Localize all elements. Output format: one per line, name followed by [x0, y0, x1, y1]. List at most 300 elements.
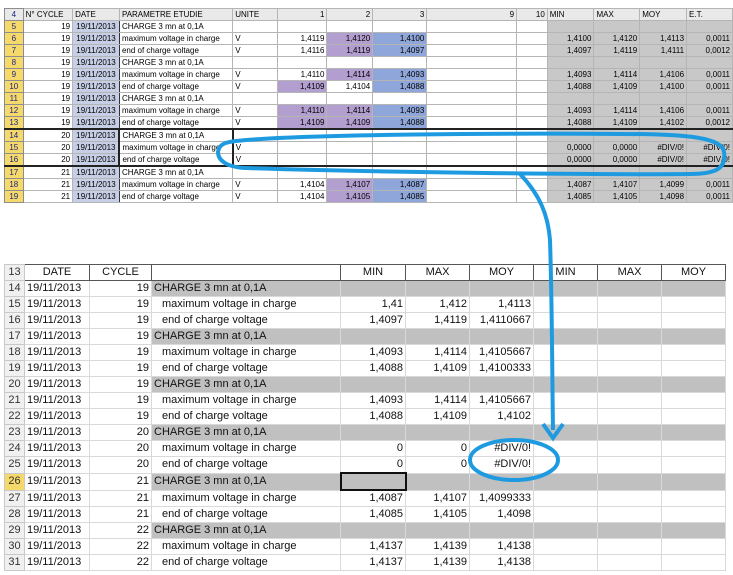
empty-cell[interactable] — [534, 523, 598, 539]
moy-cell[interactable]: 1,4113 — [640, 33, 687, 45]
date-cell[interactable]: 19/11/2013 — [73, 179, 120, 191]
value-9-cell[interactable] — [427, 57, 517, 69]
date-cell[interactable]: 19/11/2013 — [25, 409, 90, 425]
value-3-cell[interactable]: 1,4085 — [373, 191, 427, 203]
col-header-max[interactable]: MAX — [406, 265, 470, 281]
moy-cell[interactable]: #DIV/0! — [640, 142, 687, 154]
col-header-min[interactable]: MIN — [547, 9, 594, 21]
empty-cell[interactable] — [598, 425, 662, 441]
min-cell[interactable]: 1,4093 — [547, 105, 594, 117]
max-cell[interactable]: 1,4114 — [406, 345, 470, 361]
max-cell[interactable]: 0 — [406, 457, 470, 474]
unit-cell[interactable] — [233, 93, 278, 105]
date-cell[interactable]: 19/11/2013 — [73, 81, 120, 93]
empty-cell[interactable] — [662, 473, 726, 490]
min-cell[interactable] — [341, 377, 406, 393]
col-header-param[interactable]: PARAMETRE ETUDIE — [119, 9, 232, 21]
row-header[interactable]: 19 — [5, 361, 25, 377]
param-cell[interactable]: maximum voltage in charge — [119, 179, 232, 191]
col-header-date[interactable]: DATE — [73, 9, 120, 21]
max-cell[interactable]: 0,0000 — [594, 142, 640, 154]
empty-cell[interactable] — [662, 297, 726, 313]
empty-cell[interactable] — [662, 457, 726, 474]
cycle-cell[interactable]: 19 — [23, 33, 72, 45]
min-cell[interactable]: 0,0000 — [547, 142, 594, 154]
col-header-moy[interactable]: MOY — [470, 265, 534, 281]
cycle-cell[interactable]: 19 — [90, 361, 152, 377]
empty-cell[interactable] — [598, 473, 662, 490]
col-header-et[interactable]: E.T. — [687, 9, 733, 21]
row-header[interactable]: 9 — [5, 69, 24, 81]
value-1-cell[interactable]: 1,4104 — [278, 179, 327, 191]
value-2-cell[interactable] — [327, 129, 373, 142]
min-cell[interactable] — [341, 329, 406, 345]
min-cell[interactable]: 1,4088 — [341, 409, 406, 425]
moy-cell[interactable]: 1,4138 — [470, 555, 534, 571]
empty-cell[interactable] — [534, 425, 598, 441]
max-cell[interactable]: 1,4120 — [594, 33, 640, 45]
date-cell[interactable]: 19/11/2013 — [73, 69, 120, 81]
col-header-moy[interactable]: MOY — [640, 9, 687, 21]
empty-cell[interactable] — [598, 507, 662, 523]
date-cell[interactable]: 19/11/2013 — [25, 457, 90, 474]
value-2-cell[interactable]: 1,4114 — [327, 105, 373, 117]
cycle-cell[interactable]: 19 — [90, 297, 152, 313]
empty-cell[interactable] — [534, 313, 598, 329]
cycle-cell[interactable]: 19 — [90, 345, 152, 361]
value-2-cell[interactable] — [327, 21, 373, 33]
row-header[interactable]: 15 — [5, 142, 24, 154]
cycle-cell[interactable]: 21 — [23, 179, 72, 191]
value-9-cell[interactable] — [427, 69, 517, 81]
et-cell[interactable] — [687, 21, 733, 33]
cycle-cell[interactable]: 19 — [23, 117, 72, 130]
value-10-cell[interactable] — [517, 69, 548, 81]
date-cell[interactable]: 19/11/2013 — [73, 129, 120, 142]
empty-cell[interactable] — [534, 490, 598, 507]
row-header[interactable]: 13 — [5, 117, 24, 130]
value-1-cell[interactable] — [278, 166, 327, 179]
row-header[interactable]: 24 — [5, 441, 25, 457]
unit-cell[interactable] — [233, 57, 278, 69]
param-cell[interactable]: CHARGE 3 mn at 0,1A — [119, 166, 232, 179]
cycle-cell[interactable]: 22 — [90, 555, 152, 571]
param-cell[interactable]: CHARGE 3 mn at 0,1A — [119, 21, 232, 33]
empty-cell[interactable] — [534, 393, 598, 409]
moy-cell[interactable]: 1,4099 — [640, 179, 687, 191]
value-1-cell[interactable]: 1,4109 — [278, 81, 327, 93]
cycle-cell[interactable]: 19 — [23, 69, 72, 81]
empty-cell[interactable] — [662, 313, 726, 329]
date-cell[interactable]: 19/11/2013 — [25, 377, 90, 393]
value-10-cell[interactable] — [517, 166, 548, 179]
empty-cell[interactable] — [598, 361, 662, 377]
value-9-cell[interactable] — [427, 179, 517, 191]
value-9-cell[interactable] — [427, 117, 517, 130]
unit-cell[interactable]: V — [233, 69, 278, 81]
param-cell[interactable]: end of charge voltage — [119, 191, 232, 203]
param-cell[interactable]: end of charge voltage — [152, 507, 341, 523]
col-header-10[interactable]: 10 — [517, 9, 548, 21]
date-cell[interactable]: 19/11/2013 — [25, 523, 90, 539]
empty-cell[interactable] — [598, 490, 662, 507]
param-cell[interactable]: maximum voltage in charge — [119, 69, 232, 81]
value-10-cell[interactable] — [517, 33, 548, 45]
max-cell[interactable] — [594, 21, 640, 33]
param-cell[interactable]: end of charge voltage — [152, 361, 341, 377]
max-cell[interactable] — [406, 329, 470, 345]
col-header-moy-2[interactable]: MOY — [662, 265, 726, 281]
moy-cell[interactable] — [470, 377, 534, 393]
value-10-cell[interactable] — [517, 154, 548, 167]
date-cell[interactable]: 19/11/2013 — [25, 473, 90, 490]
min-cell[interactable]: 1,4088 — [341, 361, 406, 377]
row-header[interactable]: 18 — [5, 345, 25, 361]
date-cell[interactable]: 19/11/2013 — [25, 555, 90, 571]
max-cell[interactable] — [594, 129, 640, 142]
value-1-cell[interactable]: 1,4109 — [278, 117, 327, 130]
empty-cell[interactable] — [534, 281, 598, 297]
value-3-cell[interactable]: 1,4093 — [373, 69, 427, 81]
value-10-cell[interactable] — [517, 93, 548, 105]
row-header[interactable]: 27 — [5, 490, 25, 507]
row-header[interactable]: 16 — [5, 154, 24, 167]
row-header[interactable]: 18 — [5, 179, 24, 191]
row-header[interactable]: 4 — [5, 9, 24, 21]
cycle-cell[interactable]: 19 — [23, 105, 72, 117]
col-header-param[interactable] — [152, 265, 341, 281]
min-cell[interactable]: 1,4097 — [547, 45, 594, 57]
empty-cell[interactable] — [598, 539, 662, 555]
param-cell[interactable]: end of charge voltage — [119, 45, 232, 57]
max-cell[interactable]: 1,4109 — [406, 361, 470, 377]
row-header[interactable]: 10 — [5, 81, 24, 93]
date-cell[interactable]: 19/11/2013 — [73, 105, 120, 117]
et-cell[interactable]: 0,0011 — [687, 191, 733, 203]
min-cell[interactable] — [341, 523, 406, 539]
min-cell[interactable]: 0 — [341, 457, 406, 474]
min-cell[interactable]: 1,4137 — [341, 539, 406, 555]
col-header-unit[interactable]: UNITE — [233, 9, 278, 21]
date-cell[interactable]: 19/11/2013 — [25, 345, 90, 361]
value-9-cell[interactable] — [427, 105, 517, 117]
cycle-cell[interactable]: 20 — [90, 441, 152, 457]
date-cell[interactable]: 19/11/2013 — [73, 191, 120, 203]
row-header[interactable]: 7 — [5, 45, 24, 57]
value-2-cell[interactable]: 1,4104 — [327, 81, 373, 93]
unit-cell[interactable]: V — [233, 154, 278, 167]
value-1-cell[interactable]: 1,4110 — [278, 69, 327, 81]
date-cell[interactable]: 19/11/2013 — [73, 154, 120, 167]
empty-cell[interactable] — [534, 555, 598, 571]
cycle-cell[interactable]: 19 — [23, 45, 72, 57]
value-10-cell[interactable] — [517, 129, 548, 142]
date-cell[interactable]: 19/11/2013 — [73, 45, 120, 57]
max-cell[interactable]: 1,4107 — [594, 179, 640, 191]
value-2-cell[interactable]: 1,4114 — [327, 69, 373, 81]
et-cell[interactable]: #DIV/0! — [687, 142, 733, 154]
value-10-cell[interactable] — [517, 21, 548, 33]
param-cell[interactable]: maximum voltage in charge — [152, 490, 341, 507]
row-header[interactable]: 17 — [5, 329, 25, 345]
value-1-cell[interactable]: 1,4119 — [278, 33, 327, 45]
row-header[interactable]: 31 — [5, 555, 25, 571]
min-cell[interactable]: 1,4085 — [341, 507, 406, 523]
value-2-cell[interactable] — [327, 154, 373, 167]
value-1-cell[interactable] — [278, 93, 327, 105]
param-cell[interactable]: end of charge voltage — [152, 555, 341, 571]
min-cell[interactable]: 1,4093 — [547, 69, 594, 81]
row-header[interactable]: 17 — [5, 166, 24, 179]
min-cell[interactable]: 1,4087 — [341, 490, 406, 507]
value-3-cell[interactable]: 1,4087 — [373, 179, 427, 191]
moy-cell[interactable]: 1,4102 — [640, 117, 687, 130]
param-cell[interactable]: CHARGE 3 mn at 0,1A — [119, 57, 232, 69]
param-cell[interactable]: maximum voltage in charge — [152, 539, 341, 555]
col-header-max-2[interactable]: MAX — [598, 265, 662, 281]
moy-cell[interactable] — [640, 21, 687, 33]
param-cell[interactable]: maximum voltage in charge — [119, 142, 232, 154]
date-cell[interactable]: 19/11/2013 — [25, 393, 90, 409]
col-header-3[interactable]: 3 — [373, 9, 427, 21]
empty-cell[interactable] — [598, 409, 662, 425]
cycle-cell[interactable]: 21 — [23, 191, 72, 203]
moy-cell[interactable]: 1,4098 — [470, 507, 534, 523]
max-cell[interactable]: 1,4139 — [406, 555, 470, 571]
row-header[interactable]: 19 — [5, 191, 24, 203]
moy-cell[interactable]: 1,4105667 — [470, 393, 534, 409]
value-10-cell[interactable] — [517, 142, 548, 154]
row-header[interactable]: 16 — [5, 313, 25, 329]
row-header[interactable]: 20 — [5, 377, 25, 393]
row-header[interactable]: 15 — [5, 297, 25, 313]
cycle-cell[interactable]: 20 — [23, 142, 72, 154]
row-header[interactable]: 13 — [5, 265, 25, 281]
moy-cell[interactable]: 1,4110667 — [470, 313, 534, 329]
empty-cell[interactable] — [598, 329, 662, 345]
param-cell[interactable]: maximum voltage in charge — [152, 441, 341, 457]
min-cell[interactable]: 1,4100 — [547, 33, 594, 45]
date-cell[interactable]: 19/11/2013 — [25, 507, 90, 523]
empty-cell[interactable] — [598, 441, 662, 457]
max-cell[interactable] — [406, 281, 470, 297]
param-cell[interactable]: maximum voltage in charge — [119, 105, 232, 117]
moy-cell[interactable]: #DIV/0! — [470, 441, 534, 457]
cycle-cell[interactable]: 21 — [23, 166, 72, 179]
et-cell[interactable]: 0,0011 — [687, 81, 733, 93]
date-cell[interactable]: 19/11/2013 — [73, 142, 120, 154]
row-header[interactable]: 30 — [5, 539, 25, 555]
value-2-cell[interactable]: 1,4119 — [327, 45, 373, 57]
value-2-cell[interactable] — [327, 142, 373, 154]
min-cell[interactable]: 0,0000 — [547, 154, 594, 167]
value-2-cell[interactable]: 1,4120 — [327, 33, 373, 45]
row-header[interactable]: 26 — [5, 473, 25, 490]
et-cell[interactable]: 0,0011 — [687, 105, 733, 117]
max-cell[interactable]: 0 — [406, 441, 470, 457]
value-1-cell[interactable] — [278, 129, 327, 142]
et-cell[interactable] — [687, 93, 733, 105]
param-cell[interactable]: end of charge voltage — [152, 313, 341, 329]
min-cell[interactable] — [547, 166, 594, 179]
empty-cell[interactable] — [534, 297, 598, 313]
max-cell[interactable]: 1,4119 — [406, 313, 470, 329]
value-3-cell[interactable]: 1,4088 — [373, 117, 427, 130]
row-header[interactable]: 14 — [5, 129, 24, 142]
row-header[interactable]: 6 — [5, 33, 24, 45]
et-cell[interactable]: 0,0012 — [687, 117, 733, 130]
min-cell[interactable]: 1,4137 — [341, 555, 406, 571]
cycle-cell[interactable]: 21 — [90, 490, 152, 507]
empty-cell[interactable] — [534, 507, 598, 523]
cycle-cell[interactable]: 19 — [90, 329, 152, 345]
empty-cell[interactable] — [534, 409, 598, 425]
value-2-cell[interactable] — [327, 93, 373, 105]
col-header-max[interactable]: MAX — [594, 9, 640, 21]
col-header-1[interactable]: 1 — [278, 9, 327, 21]
param-cell[interactable]: end of charge voltage — [152, 457, 341, 474]
max-cell[interactable] — [594, 93, 640, 105]
cycle-cell[interactable]: 21 — [90, 507, 152, 523]
param-cell[interactable]: CHARGE 3 mn at 0,1A — [152, 281, 341, 297]
value-9-cell[interactable] — [427, 81, 517, 93]
value-3-cell[interactable] — [373, 93, 427, 105]
moy-cell[interactable] — [640, 93, 687, 105]
value-9-cell[interactable] — [427, 129, 517, 142]
param-cell[interactable]: end of charge voltage — [152, 409, 341, 425]
date-cell[interactable]: 19/11/2013 — [73, 33, 120, 45]
empty-cell[interactable] — [598, 555, 662, 571]
value-9-cell[interactable] — [427, 33, 517, 45]
unit-cell[interactable]: V — [233, 191, 278, 203]
cycle-cell[interactable]: 19 — [23, 81, 72, 93]
value-1-cell[interactable]: 1,4116 — [278, 45, 327, 57]
et-cell[interactable]: 0,0011 — [687, 33, 733, 45]
date-cell[interactable]: 19/11/2013 — [25, 297, 90, 313]
param-cell[interactable]: CHARGE 3 mn at 0,1A — [152, 329, 341, 345]
unit-cell[interactable] — [233, 129, 278, 142]
cycle-cell[interactable]: 19 — [90, 281, 152, 297]
unit-cell[interactable]: V — [233, 117, 278, 130]
param-cell[interactable]: maximum voltage in charge — [152, 393, 341, 409]
moy-cell[interactable]: 1,4106 — [640, 69, 687, 81]
et-cell[interactable]: 0,0012 — [687, 45, 733, 57]
et-cell[interactable]: #DIV/0! — [687, 154, 733, 167]
cycle-cell[interactable]: 19 — [90, 377, 152, 393]
value-3-cell[interactable] — [373, 166, 427, 179]
moy-cell[interactable]: 1,4111 — [640, 45, 687, 57]
min-cell[interactable] — [547, 93, 594, 105]
row-header[interactable]: 11 — [5, 93, 24, 105]
cycle-cell[interactable]: 22 — [90, 523, 152, 539]
param-cell[interactable]: maximum voltage in charge — [152, 297, 341, 313]
value-9-cell[interactable] — [427, 21, 517, 33]
max-cell[interactable] — [406, 523, 470, 539]
empty-cell[interactable] — [598, 523, 662, 539]
row-header[interactable]: 14 — [5, 281, 25, 297]
moy-cell[interactable] — [470, 473, 534, 490]
max-cell[interactable] — [406, 377, 470, 393]
min-cell[interactable] — [341, 281, 406, 297]
value-10-cell[interactable] — [517, 81, 548, 93]
col-header-cycle[interactable]: CYCLE — [90, 265, 152, 281]
cycle-cell[interactable]: 19 — [23, 21, 72, 33]
empty-cell[interactable] — [534, 361, 598, 377]
value-2-cell[interactable] — [327, 166, 373, 179]
empty-cell[interactable] — [662, 393, 726, 409]
date-cell[interactable]: 19/11/2013 — [73, 166, 120, 179]
empty-cell[interactable] — [598, 345, 662, 361]
min-cell[interactable]: 1,4088 — [547, 117, 594, 130]
moy-cell[interactable]: 1,4106 — [640, 105, 687, 117]
value-1-cell[interactable]: 1,4110 — [278, 105, 327, 117]
unit-cell[interactable]: V — [233, 33, 278, 45]
empty-cell[interactable] — [662, 441, 726, 457]
empty-cell[interactable] — [534, 539, 598, 555]
value-1-cell[interactable]: 1,4104 — [278, 191, 327, 203]
param-cell[interactable]: CHARGE 3 mn at 0,1A — [119, 93, 232, 105]
empty-cell[interactable] — [662, 409, 726, 425]
empty-cell[interactable] — [662, 523, 726, 539]
moy-cell[interactable] — [640, 57, 687, 69]
value-1-cell[interactable] — [278, 142, 327, 154]
max-cell[interactable]: 1,4139 — [406, 539, 470, 555]
max-cell[interactable]: 1,4107 — [406, 490, 470, 507]
max-cell[interactable]: 1,4119 — [594, 45, 640, 57]
et-cell[interactable] — [687, 57, 733, 69]
unit-cell[interactable]: V — [233, 45, 278, 57]
moy-cell[interactable] — [470, 281, 534, 297]
value-2-cell[interactable]: 1,4105 — [327, 191, 373, 203]
value-10-cell[interactable] — [517, 105, 548, 117]
empty-cell[interactable] — [662, 377, 726, 393]
empty-cell[interactable] — [534, 329, 598, 345]
value-2-cell[interactable]: 1,4107 — [327, 179, 373, 191]
min-cell[interactable] — [341, 473, 406, 490]
empty-cell[interactable] — [662, 425, 726, 441]
unit-cell[interactable] — [233, 166, 278, 179]
value-2-cell[interactable] — [327, 57, 373, 69]
unit-cell[interactable]: V — [233, 81, 278, 93]
cycle-cell[interactable]: 20 — [23, 129, 72, 142]
date-cell[interactable]: 19/11/2013 — [25, 425, 90, 441]
param-cell[interactable]: end of charge voltage — [119, 117, 232, 130]
date-cell[interactable]: 19/11/2013 — [25, 361, 90, 377]
empty-cell[interactable] — [662, 345, 726, 361]
empty-cell[interactable] — [598, 281, 662, 297]
empty-cell[interactable] — [662, 329, 726, 345]
max-cell[interactable]: 1,4114 — [406, 393, 470, 409]
row-header[interactable]: 5 — [5, 21, 24, 33]
et-cell[interactable] — [687, 166, 733, 179]
cycle-cell[interactable]: 20 — [90, 425, 152, 441]
col-header-min-2[interactable]: MIN — [534, 265, 598, 281]
value-3-cell[interactable]: 1,4100 — [373, 33, 427, 45]
max-cell[interactable]: 1,412 — [406, 297, 470, 313]
value-3-cell[interactable] — [373, 21, 427, 33]
row-header[interactable]: 22 — [5, 409, 25, 425]
value-9-cell[interactable] — [427, 142, 517, 154]
value-3-cell[interactable] — [373, 142, 427, 154]
value-2-cell[interactable]: 1,4109 — [327, 117, 373, 130]
moy-cell[interactable] — [470, 329, 534, 345]
date-cell[interactable]: 19/11/2013 — [73, 57, 120, 69]
empty-cell[interactable] — [534, 377, 598, 393]
max-cell[interactable]: 1,4105 — [594, 191, 640, 203]
unit-cell[interactable] — [233, 21, 278, 33]
date-cell[interactable]: 19/11/2013 — [25, 313, 90, 329]
value-9-cell[interactable] — [427, 45, 517, 57]
